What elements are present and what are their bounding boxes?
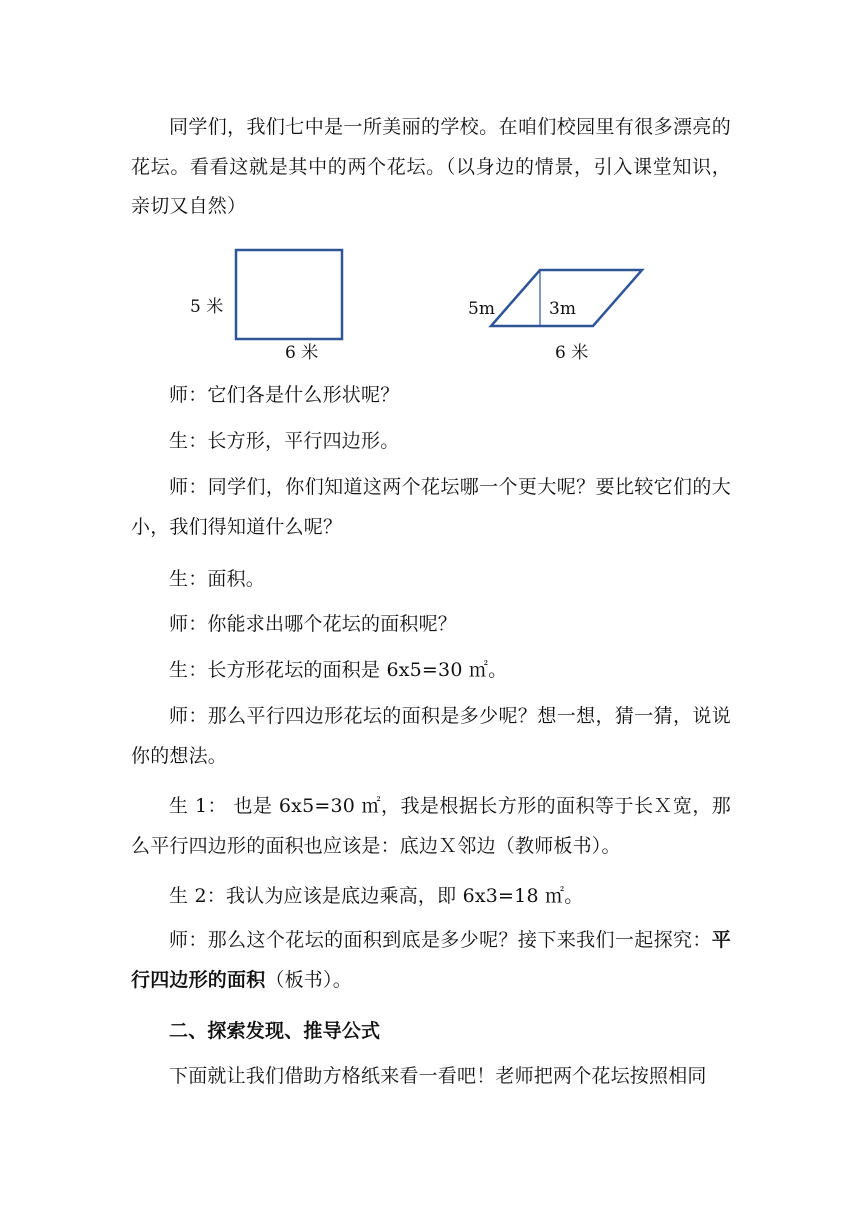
student-2-answer: 生 2：我认为应该是底边乘高，即 6x3=18 ㎡。 (169, 885, 584, 907)
para-side-label: 5m (468, 299, 495, 319)
flowerbed-diagram (0, 238, 860, 368)
teacher-question-3: 师：你能求出哪个花坛的面积呢？ (169, 613, 458, 635)
grid-paper-intro: 下面就让我们借助方格纸来看一看吧！老师把两个花坛按照相同 (169, 1065, 707, 1087)
rect-side-label: 5 米 (190, 297, 224, 317)
student-answer-2: 生：面积。 (169, 568, 266, 590)
student-answer-3: 生：长方形花坛的面积是 6x5=30 ㎡。 (169, 659, 508, 681)
lesson-topic-bold: 平行四边形的面积 (131, 929, 731, 991)
para-bottom-label: 6 米 (555, 343, 589, 363)
student-answer-1: 生：长方形，平行四边形。 (169, 430, 400, 452)
rect-bottom-label: 6 米 (285, 343, 319, 363)
flowerbed-figure (0, 238, 860, 368)
teacher-question-2: 师：同学们，你们知道这两个花坛哪一个更大呢？要比较它们的大小，我们得知道什么呢？ (131, 476, 731, 538)
section-heading: 二、探索发现、推导公式 (169, 1020, 381, 1042)
teacher-transition (131, 921, 731, 1000)
intro-paragraph: 同学们，我们七中是一所美丽的学校。在咱们校园里有很多漂亮的花坛。看看这就是其中的两个花坛。（以身边的情景，引入课堂知识，亲切又自然） (131, 116, 731, 217)
para-height-label: 3m (549, 299, 576, 319)
transition-tail: （板书）。 (265, 968, 352, 991)
teacher-question-1: 师：它们各是什么形状呢？ (169, 384, 400, 406)
transition-text: 师：那么这个花坛的面积到底是多少呢？接下来我们一起探究： (169, 929, 712, 951)
student-1-answer: 生 1： 也是 6x5=30 ㎡，我是根据长方形的面积等于长Ｘ宽，那么平行四边形的面积也应该是：底边Ｘ邻边（教师板书）。 (131, 795, 731, 857)
rectangle-flowerbed (236, 250, 342, 339)
teacher-question-4: 师：那么平行四边形花坛的面积是多少呢？想一想，猜一猜，说说你的想法。 (131, 705, 731, 767)
